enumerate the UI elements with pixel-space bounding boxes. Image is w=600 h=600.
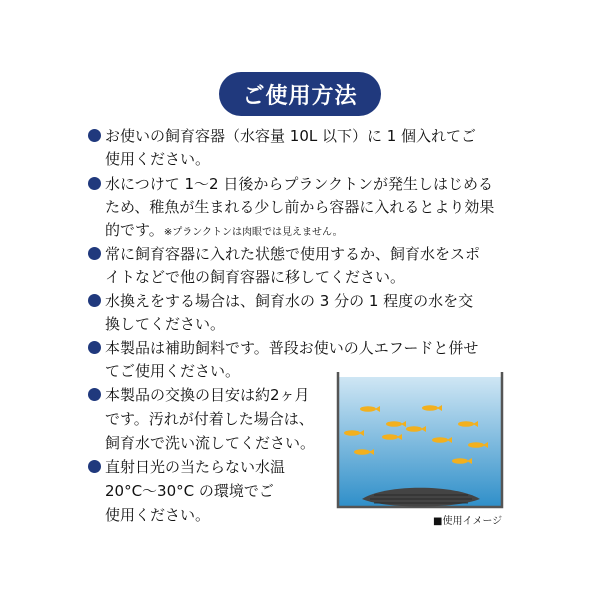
instruction-line: 本製品は補助飼料です。普段お使いの人エフードと併せ bbox=[105, 339, 479, 357]
instruction-line: 水換えをする場合は、飼育水の 3 分の 1 程度の水を交 bbox=[105, 292, 474, 310]
bullet-dot bbox=[88, 460, 101, 473]
figure-caption: ■使用イメージ bbox=[433, 516, 503, 527]
instruction-line: ため、稚魚が生まれる少し前から容器に入れるとより効果 bbox=[105, 198, 495, 216]
instruction-line: 飼育水で洗い流してください。 bbox=[105, 434, 316, 452]
bullet-dot bbox=[88, 129, 101, 142]
instruction-line: お使いの飼育容器（水容量 10L 以下）に 1 個入れてご bbox=[105, 127, 477, 145]
fish-tank-illustration bbox=[330, 372, 510, 512]
instruction-line: イトなどで他の飼育容器に移してください。 bbox=[105, 268, 406, 286]
bullet-dot bbox=[88, 294, 101, 307]
instruction-line: 換してください。 bbox=[105, 315, 226, 333]
bullet-dot bbox=[88, 247, 101, 260]
instruction-line: 本製品の交換の目安は約2ヶ月 bbox=[105, 386, 310, 404]
bullet-dot bbox=[88, 177, 101, 190]
instruction-line: 常に飼育容器に入れた状態で使用するか、飼育水をスポ bbox=[105, 245, 481, 263]
instruction-line: 使用ください。 bbox=[105, 506, 211, 524]
tank-water bbox=[338, 377, 502, 507]
instruction-line: 直射日光の当たらない水温 bbox=[105, 458, 286, 476]
section-title: ご使用方法 bbox=[219, 72, 381, 116]
instruction-line: です。汚れが付着した場合は、 bbox=[105, 410, 314, 428]
bullet-dot bbox=[88, 341, 101, 354]
instruction-line: 使用ください。 bbox=[105, 150, 211, 168]
instruction-line: 的です。 bbox=[105, 221, 164, 239]
instruction-line: てご使用ください。 bbox=[105, 362, 241, 380]
bullet-dot bbox=[88, 388, 101, 401]
instruction-line: 水につけて 1〜2 日後からプランクトンが発生しはじめる bbox=[105, 175, 494, 193]
plankton-note: ※プランクトンは肉眼では見えません。 bbox=[163, 227, 343, 238]
instruction-line: 20°C〜30°C の環境でご bbox=[105, 482, 274, 500]
